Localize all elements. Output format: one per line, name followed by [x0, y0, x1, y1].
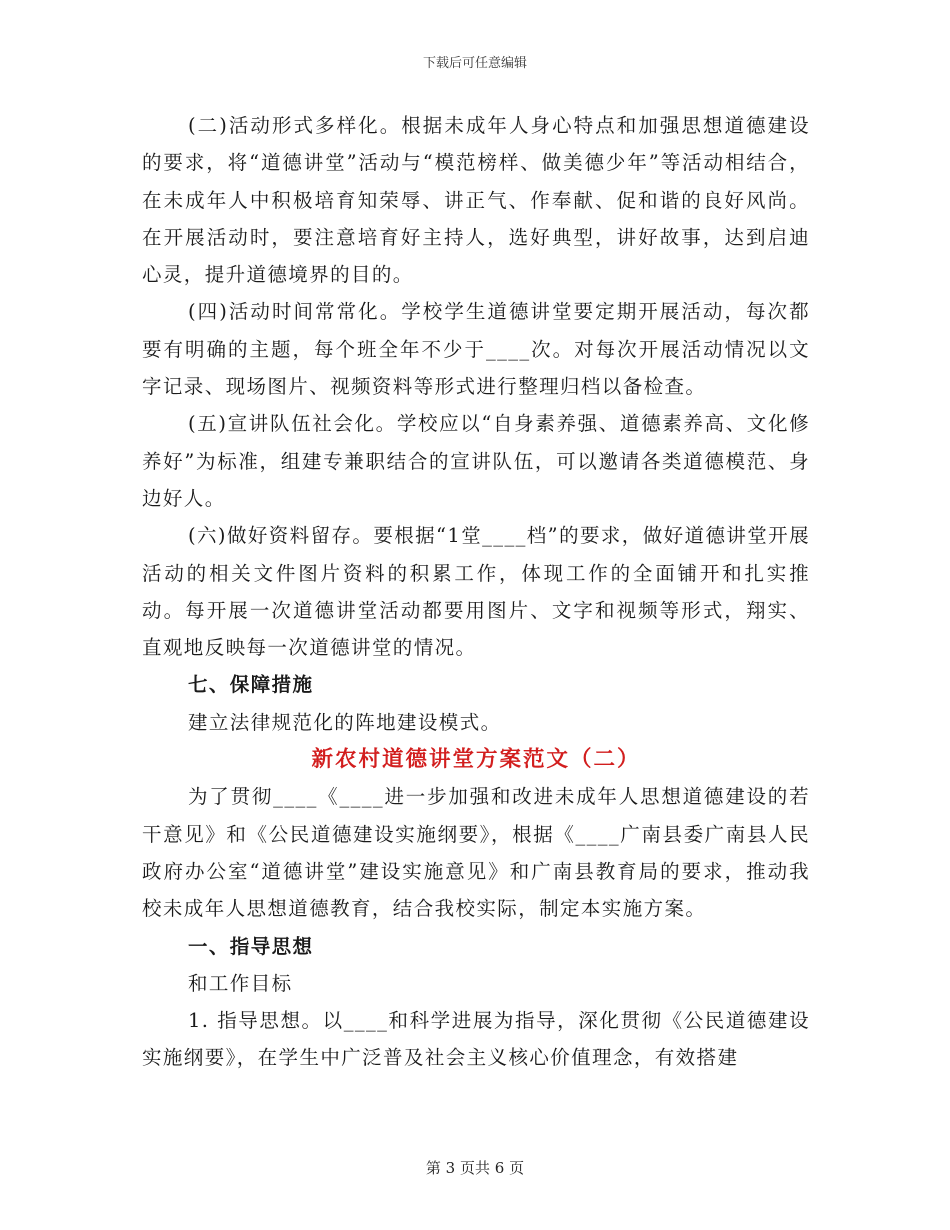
section-heading-guiding: 一、指导思想 [188, 934, 314, 958]
paragraph-work-goal: 和工作目标 [188, 971, 293, 995]
paragraph-lecture-team: (五)宣讲队伍社会化。学校应以“自身素养强、道德素养高、文化修养好”为标准，组建专兼职结合的宣讲队伍，可以邀请各类道德模范、身边好人。 [142, 412, 810, 510]
paragraph-intro: 为了贯彻____《____进一步加强和改进未成年人思想道德建设的若干意见》和《公民道德建设实施纲要》，根据《____广南县委广南县人民政府办公室“道德讲堂”建设实施意见》和广南县教育局的要求，推动我校未成年人思想道德教育，结合我校实际，制定本实施方案。 [142, 785, 810, 921]
paragraph-guiding-thought: 1. 指导思想。以____和科学进展为指导，深化贯彻《公民道德建设实施纲要》，在学生中广泛普及社会主义核心价值理念，有效搭建 [142, 1009, 810, 1070]
section-heading-guarantee: 七、保障措施 [188, 673, 314, 697]
paragraph-activity-time: (四)活动时间常常化。学校学生道德讲堂要定期开展活动，每次都要有明确的主题，每个班全年不少于____次。对每次开展活动情况以文字记录、现场图片、视频资料等形式进行整理归档以备检查。 [142, 300, 810, 399]
document-body [142, 107, 810, 1077]
paragraph-legal-mode: 建立法律规范化的阵地建设模式。 [188, 710, 502, 734]
page-header: 下载后可任意编辑 [422, 56, 527, 71]
paragraph-records: (六)做好资料留存。要根据“1堂____档”的要求，做好道德讲堂开展活动的相关文件图片资料的积累工作，体现工作的全面铺开和扎实推动。每开展一次道德讲堂活动都要用图片、文字和视频等形式，翔实、直观地反映每一次道德讲堂的情况。 [142, 524, 810, 660]
paragraph-activity-forms: (二)活动形式多样化。根据未成年人身心特点和加强思想道德建设的要求，将“道德讲堂”活动与“模范榜样、做美德少年”等活动相结合，在未成年人中积极培育知荣辱、讲正气、作奉献、促和谐的良好风尚。在开展活动时，要注意培育好主持人，选好典型，讲好故事，达到启迪心灵，提升道德境界的目的。 [142, 114, 810, 287]
document-title-two: 新农村道德讲堂方案范文（二） [311, 747, 641, 773]
page-footer: 第 3 页共 6 页 [425, 1159, 525, 1177]
